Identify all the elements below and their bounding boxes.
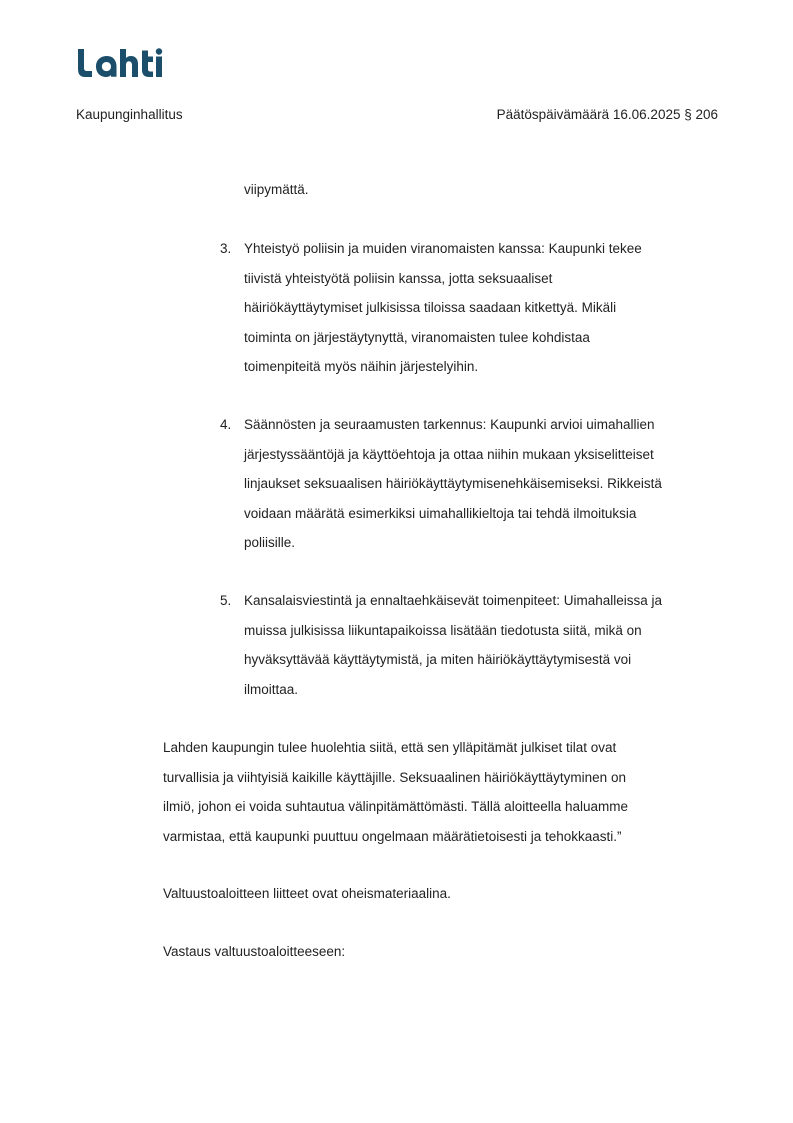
list-item-number: 3. <box>220 241 232 256</box>
text-line: Lahden kaupungin tulee huolehtia siitä, että sen ylläpitämät julkiset tilat ovat <box>163 740 617 755</box>
closing-paragraph <box>163 733 628 851</box>
text-line: järjestyssääntöjä ja käyttöehtoja ja ottaa niihin mukaan yksiselitteiset <box>244 446 654 462</box>
list-item-text <box>244 234 642 382</box>
text-line: viipymättä. <box>244 182 309 197</box>
list-item-text <box>244 410 662 558</box>
text-line: Vastaus valtuustoaloitteeseen: <box>163 944 346 959</box>
committee-name: Kaupunginhallitus <box>76 107 183 122</box>
text-line: poliisille. <box>244 535 296 550</box>
text-line: häiriökäyttäytymiset julkisissa tiloissa saadaan kitkettyä. Mikäli <box>244 300 617 315</box>
text-line: hyväksyttävää käyttäytymistä, ja miten häiriökäyttäytymisestä voi <box>244 652 632 667</box>
text-line: Valtuustoaloitteen liitteet ovat oheismateriaalina. <box>163 886 451 901</box>
decision-date: Päätöspäivämäärä 16.06.2025 § 206 <box>496 107 718 122</box>
list-item-number: 5. <box>220 593 232 608</box>
text-line: ilmoittaa. <box>244 681 299 697</box>
text-line: toimenpiteitä myös näihin järjestelyihin. <box>244 359 479 374</box>
text-line: tiivistä yhteistyötä poliisin kanssa, jotta seksuaaliset <box>244 270 553 286</box>
text-line: Säännösten ja seuraamusten tarkennus: Kaupunki arvioi uimahallien <box>244 417 655 432</box>
text-line: varmistaa, että kaupunki puuttuu ongelmaan määrätietoisesti ja tehokkaasti.” <box>163 828 622 844</box>
text-line: linjaukset seksuaalisen häiriökäyttäytymisenehkäisemiseksi. Rikkeistä <box>244 476 662 491</box>
text-line: Kansalaisviestintä ja ennaltaehkäisevät toimenpiteet: Uimahalleissa ja <box>244 593 662 608</box>
continuation-text <box>244 175 309 205</box>
text-line: turvallisia ja viihtyisiä kaikille käyttäjille. Seksuaalinen häiriökäyttäytyminen on <box>163 769 626 785</box>
response-heading <box>163 937 345 967</box>
text-line: ilmiö, johon ei voida suhtautua välinpitämättömästi. Tällä aloitteella haluamme <box>163 799 629 814</box>
list-item-number: 4. <box>220 417 232 432</box>
text-line: toiminta on järjestäytynyttä, viranomaisten tulee kohdistaa <box>244 329 590 345</box>
list-item-text <box>244 586 662 704</box>
attachments-note <box>163 879 451 909</box>
text-line: voidaan määrätä esimerkiksi uimahallikieltoja tai tehdä ilmoituksia <box>244 505 637 521</box>
text-line: muissa julkisissa liikuntapaikoissa lisätään tiedotusta siitä, mikä on <box>244 622 642 638</box>
text-line: Yhteistyö poliisin ja muiden viranomaisten kanssa: Kaupunki tekee <box>244 241 642 256</box>
